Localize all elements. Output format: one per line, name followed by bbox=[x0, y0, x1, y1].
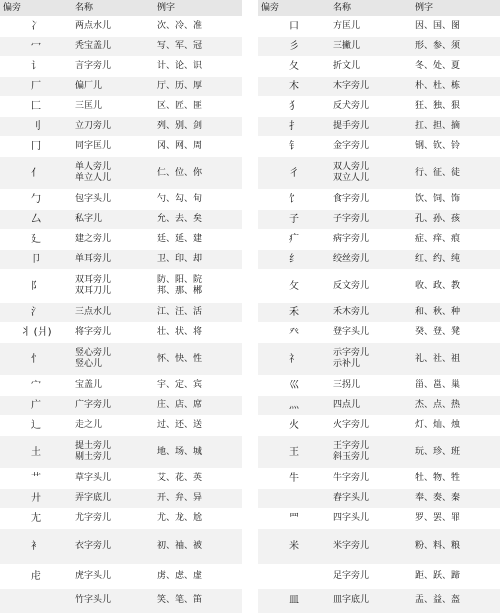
name-cell: 反犬旁儿 bbox=[330, 97, 412, 117]
table-row bbox=[258, 565, 500, 589]
name-cell: 牛字旁儿 bbox=[330, 469, 412, 489]
table-row bbox=[0, 323, 242, 343]
name-cell: 皿字底儿 bbox=[330, 589, 412, 613]
radical-cell: 土 bbox=[0, 436, 72, 469]
table-row bbox=[0, 436, 242, 469]
table-row bbox=[258, 376, 500, 396]
examples-cell: 奉、奏、秦 bbox=[412, 489, 500, 509]
table-row bbox=[0, 77, 242, 97]
name-cell: 两点水儿 bbox=[72, 17, 154, 37]
table-row bbox=[0, 117, 242, 137]
header-examples: 例字 bbox=[154, 0, 242, 17]
radical-cell: 卩 bbox=[0, 250, 72, 270]
table-row bbox=[258, 37, 500, 57]
name-cell: 双人旁儿 双立人儿 bbox=[330, 157, 412, 190]
radical-cell: 犭 bbox=[258, 97, 330, 117]
radical-cell: 艹 bbox=[0, 469, 72, 489]
table-row bbox=[258, 97, 500, 117]
examples-cell: 允、去、矣 bbox=[154, 210, 242, 230]
radical-cell: 癶 bbox=[258, 323, 330, 343]
name-cell: 三拐儿 bbox=[330, 376, 412, 396]
name-cell: 三匡儿 bbox=[72, 97, 154, 117]
name-cell: 竖心旁儿 竖心儿 bbox=[72, 343, 154, 376]
examples-cell: 形、参、须 bbox=[412, 37, 500, 57]
radical-cell: 火 bbox=[258, 416, 330, 436]
radical-cell: 辶 bbox=[0, 416, 72, 436]
table-row bbox=[0, 529, 242, 565]
table-row bbox=[258, 17, 500, 37]
right-radical-table bbox=[258, 0, 500, 613]
table-row bbox=[258, 436, 500, 469]
name-cell: 单人旁儿 单立人儿 bbox=[72, 157, 154, 190]
examples-cell: 艾、花、英 bbox=[154, 469, 242, 489]
radical-cell bbox=[258, 565, 330, 589]
name-cell: 单耳旁儿 bbox=[72, 250, 154, 270]
table-row bbox=[258, 190, 500, 210]
radical-cell: 攵 bbox=[258, 270, 330, 303]
table-row bbox=[0, 376, 242, 396]
table-row bbox=[0, 17, 242, 37]
name-cell: 足字旁儿 bbox=[330, 565, 412, 589]
table-row bbox=[258, 323, 500, 343]
name-cell: 建之旁儿 bbox=[72, 230, 154, 250]
examples-cell: 因、国、图 bbox=[412, 17, 500, 37]
examples-cell: 笑、笔、笛 bbox=[154, 589, 242, 613]
table-header-row bbox=[0, 0, 242, 17]
table-row bbox=[0, 230, 242, 250]
table-row bbox=[0, 270, 242, 303]
examples-cell: 地、场、城 bbox=[154, 436, 242, 469]
name-cell: 竹字头儿 bbox=[72, 589, 154, 613]
examples-cell: 玩、珍、班 bbox=[412, 436, 500, 469]
name-cell: 方匡儿 bbox=[330, 17, 412, 37]
examples-cell: 卫、印、却 bbox=[154, 250, 242, 270]
radical-cell: 宀 bbox=[0, 376, 72, 396]
table-row bbox=[258, 250, 500, 270]
examples-cell: 红、约、纯 bbox=[412, 250, 500, 270]
examples-cell: 和、秋、种 bbox=[412, 303, 500, 323]
name-cell: 登字头儿 bbox=[330, 323, 412, 343]
name-cell: 绞丝旁儿 bbox=[330, 250, 412, 270]
table-row bbox=[0, 37, 242, 57]
examples-cell: 庄、店、席 bbox=[154, 396, 242, 416]
table-row bbox=[258, 589, 500, 613]
examples-cell: 盂、益、盔 bbox=[412, 589, 500, 613]
table-row bbox=[258, 416, 500, 436]
radical-cell: 氵 bbox=[0, 303, 72, 323]
examples-cell: 虏、虑、虚 bbox=[154, 565, 242, 589]
table-row bbox=[0, 489, 242, 509]
examples-cell: 礼、社、祖 bbox=[412, 343, 500, 376]
radical-cell: 禾 bbox=[258, 303, 330, 323]
examples-cell: 壮、状、将 bbox=[154, 323, 242, 343]
name-cell: 米字旁儿 bbox=[330, 529, 412, 565]
examples-cell: 狂、独、狠 bbox=[412, 97, 500, 117]
table-row bbox=[258, 509, 500, 529]
radical-cell: 厶 bbox=[0, 210, 72, 230]
radical-cell: 匚 bbox=[0, 97, 72, 117]
radical-cell: 冫 bbox=[0, 17, 72, 37]
radical-cell: 饣 bbox=[258, 190, 330, 210]
radical-cell bbox=[0, 589, 72, 613]
examples-cell: 孔、孙、孩 bbox=[412, 210, 500, 230]
header-name: 名称 bbox=[330, 0, 412, 17]
table-row bbox=[258, 157, 500, 190]
radical-cell: 扌 bbox=[258, 117, 330, 137]
radical-cell: 彳 bbox=[258, 157, 330, 190]
name-cell: 舂字头儿 bbox=[330, 489, 412, 509]
examples-cell: 灯、灿、烛 bbox=[412, 416, 500, 436]
name-cell: 示字旁儿 示补儿 bbox=[330, 343, 412, 376]
radical-cell: 灬 bbox=[258, 396, 330, 416]
table-row bbox=[258, 137, 500, 157]
radical-cell: 衤 bbox=[0, 529, 72, 565]
radical-cell: 彡 bbox=[258, 37, 330, 57]
header-examples: 例字 bbox=[412, 0, 500, 17]
radical-cell: 刂 bbox=[0, 117, 72, 137]
table-row bbox=[258, 396, 500, 416]
table-row bbox=[0, 137, 242, 157]
table-row bbox=[258, 270, 500, 303]
examples-cell: 列、别、剑 bbox=[154, 117, 242, 137]
name-cell: 王字旁儿 斜玉旁儿 bbox=[330, 436, 412, 469]
table-row bbox=[0, 303, 242, 323]
radical-cell: 亻 bbox=[0, 157, 72, 190]
name-cell: 反文旁儿 bbox=[330, 270, 412, 303]
examples-cell: 勺、勾、旬 bbox=[154, 190, 242, 210]
examples-cell: 过、还、送 bbox=[154, 416, 242, 436]
radical-cell: 木 bbox=[258, 77, 330, 97]
examples-cell: 开、弁、异 bbox=[154, 489, 242, 509]
name-cell: 四字头儿 bbox=[330, 509, 412, 529]
table-row bbox=[0, 250, 242, 270]
radical-cell bbox=[258, 489, 330, 509]
table-row bbox=[258, 210, 500, 230]
name-cell: 三点水儿 bbox=[72, 303, 154, 323]
examples-cell: 症、痒、痕 bbox=[412, 230, 500, 250]
examples-cell: 罗、罢、罪 bbox=[412, 509, 500, 529]
examples-cell: 行、征、徒 bbox=[412, 157, 500, 190]
examples-cell: 甾、邕、巢 bbox=[412, 376, 500, 396]
examples-cell: 仁、位、你 bbox=[154, 157, 242, 190]
name-cell: 食字旁儿 bbox=[330, 190, 412, 210]
examples-cell: 厅、历、厚 bbox=[154, 77, 242, 97]
name-cell: 三撇儿 bbox=[330, 37, 412, 57]
table-row bbox=[258, 489, 500, 509]
examples-cell: 杰、点、热 bbox=[412, 396, 500, 416]
name-cell: 包字头儿 bbox=[72, 190, 154, 210]
name-cell: 四点儿 bbox=[330, 396, 412, 416]
name-cell: 金字旁儿 bbox=[330, 137, 412, 157]
radical-cell: 丬 (爿) bbox=[0, 323, 72, 343]
table-row bbox=[0, 97, 242, 117]
name-cell: 将字旁儿 bbox=[72, 323, 154, 343]
examples-cell: 癸、登、凳 bbox=[412, 323, 500, 343]
examples-cell: 扛、担、摘 bbox=[412, 117, 500, 137]
table-row bbox=[258, 469, 500, 489]
examples-cell: 距、跃、蹄 bbox=[412, 565, 500, 589]
name-cell: 偏厂儿 bbox=[72, 77, 154, 97]
name-cell: 走之儿 bbox=[72, 416, 154, 436]
radical-cell: 尢 bbox=[0, 509, 72, 529]
name-cell: 弄字底儿 bbox=[72, 489, 154, 509]
examples-cell: 牡、物、牲 bbox=[412, 469, 500, 489]
table-row bbox=[258, 303, 500, 323]
examples-cell: 饮、饲、饰 bbox=[412, 190, 500, 210]
name-cell: 私字儿 bbox=[72, 210, 154, 230]
radical-cell: 厂 bbox=[0, 77, 72, 97]
radical-cell: 忄 bbox=[0, 343, 72, 376]
radical-cell: 广 bbox=[0, 396, 72, 416]
radical-cell: 勹 bbox=[0, 190, 72, 210]
radical-cell: 米 bbox=[258, 529, 330, 565]
radical-cell: 牛 bbox=[258, 469, 330, 489]
examples-cell: 防、阳、院 邦、那、郴 bbox=[154, 270, 242, 303]
table-row bbox=[258, 529, 500, 565]
table-row bbox=[0, 509, 242, 529]
examples-cell: 江、汪、活 bbox=[154, 303, 242, 323]
header-name: 名称 bbox=[72, 0, 154, 17]
name-cell: 同字匡儿 bbox=[72, 137, 154, 157]
examples-cell: 钢、钦、铃 bbox=[412, 137, 500, 157]
radical-cell: 纟 bbox=[258, 250, 330, 270]
table-row bbox=[258, 343, 500, 376]
name-cell: 木字旁儿 bbox=[330, 77, 412, 97]
name-cell: 秃宝盖儿 bbox=[72, 37, 154, 57]
radical-cell: 皿 bbox=[258, 589, 330, 613]
radical-cell: 夂 bbox=[258, 57, 330, 77]
name-cell: 衣字旁儿 bbox=[72, 529, 154, 565]
header-radical: 偏旁 bbox=[258, 0, 330, 17]
name-cell: 双耳旁儿 双耳刀儿 bbox=[72, 270, 154, 303]
radical-cell: 疒 bbox=[258, 230, 330, 250]
examples-cell: 冈、网、周 bbox=[154, 137, 242, 157]
examples-cell: 计、论、识 bbox=[154, 57, 242, 77]
radical-cell: 冂 bbox=[0, 137, 72, 157]
radical-cell: 子 bbox=[258, 210, 330, 230]
examples-cell: 写、军、冠 bbox=[154, 37, 242, 57]
table-row bbox=[0, 469, 242, 489]
name-cell: 火字旁儿 bbox=[330, 416, 412, 436]
name-cell: 立刀旁儿 bbox=[72, 117, 154, 137]
examples-cell: 廷、延、建 bbox=[154, 230, 242, 250]
table-row bbox=[0, 565, 242, 589]
name-cell: 折文儿 bbox=[330, 57, 412, 77]
examples-cell: 怀、快、性 bbox=[154, 343, 242, 376]
name-cell: 草字头儿 bbox=[72, 469, 154, 489]
radical-cell: 冖 bbox=[0, 37, 72, 57]
radical-cell: 口 bbox=[258, 17, 330, 37]
name-cell: 尤字旁儿 bbox=[72, 509, 154, 529]
table-row bbox=[258, 77, 500, 97]
radical-cell: 罒 bbox=[258, 509, 330, 529]
examples-cell: 收、政、教 bbox=[412, 270, 500, 303]
table-row bbox=[258, 230, 500, 250]
name-cell: 禾木旁儿 bbox=[330, 303, 412, 323]
radical-cell: 王 bbox=[258, 436, 330, 469]
table-row bbox=[0, 589, 242, 613]
radical-cell: 虍 bbox=[0, 565, 72, 589]
table-row bbox=[0, 57, 242, 77]
name-cell: 提手旁儿 bbox=[330, 117, 412, 137]
examples-cell: 次、冷、准 bbox=[154, 17, 242, 37]
table-row bbox=[0, 396, 242, 416]
name-cell: 虎字头儿 bbox=[72, 565, 154, 589]
name-cell: 宝盖儿 bbox=[72, 376, 154, 396]
examples-cell: 宇、定、宾 bbox=[154, 376, 242, 396]
name-cell: 病字旁儿 bbox=[330, 230, 412, 250]
table-row bbox=[0, 190, 242, 210]
examples-cell: 冬、处、夏 bbox=[412, 57, 500, 77]
table-row bbox=[0, 343, 242, 376]
examples-cell: 粉、料、粮 bbox=[412, 529, 500, 565]
name-cell: 提土旁儿 剔土旁儿 bbox=[72, 436, 154, 469]
table-row bbox=[0, 416, 242, 436]
table-header-row bbox=[258, 0, 500, 17]
table-row bbox=[0, 157, 242, 190]
table-row bbox=[0, 210, 242, 230]
radical-cell: 讠 bbox=[0, 57, 72, 77]
name-cell: 子字旁儿 bbox=[330, 210, 412, 230]
table-row bbox=[258, 57, 500, 77]
radical-cell: 钅 bbox=[258, 137, 330, 157]
table-row bbox=[258, 117, 500, 137]
examples-cell: 初、袖、被 bbox=[154, 529, 242, 565]
examples-cell: 尤、龙、尬 bbox=[154, 509, 242, 529]
header-radical: 偏旁 bbox=[0, 0, 72, 17]
examples-cell: 朴、杜、栋 bbox=[412, 77, 500, 97]
radical-cell: 廾 bbox=[0, 489, 72, 509]
radical-cell: 阝 bbox=[0, 270, 72, 303]
name-cell: 广字旁儿 bbox=[72, 396, 154, 416]
name-cell: 言字旁儿 bbox=[72, 57, 154, 77]
left-radical-table bbox=[0, 0, 242, 613]
radical-cell: 廴 bbox=[0, 230, 72, 250]
examples-cell: 区、匠、匪 bbox=[154, 97, 242, 117]
radical-cell: 礻 bbox=[258, 343, 330, 376]
radical-cell: 巛 bbox=[258, 376, 330, 396]
